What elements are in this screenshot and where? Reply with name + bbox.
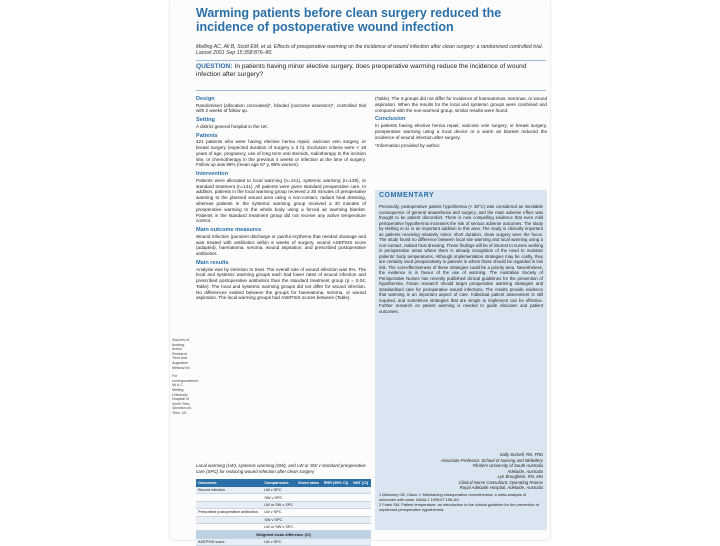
table-cell <box>351 538 371 545</box>
table-cell: SW v SPC <box>262 516 296 523</box>
table-cell <box>296 509 321 516</box>
section-design <box>196 96 366 114</box>
section-conclusion <box>375 116 547 140</box>
section-heading: Main outcome measures <box>196 227 262 234</box>
table-cell <box>351 516 371 523</box>
table-cell: LW v SPC <box>262 487 296 494</box>
section-text: 421 patients who were having elective hernia repair, varicose vein surgery, or breast surgery (expected duration of surgery ≥ 3 h). Exclusion criteria were < 18 years of age, pregnancy, use of long term oral steroids, radiotherapy to the incision site, or chemotherapy in the previous 4 weeks or infection at the time of surgery. Follow up was 99% (mean age 57 y, 98% women). <box>196 139 366 168</box>
section-text: Randomised (allocation concealed)*, blinded (outcome assessor)*, controlled trial with 2 weeks of follow up. <box>196 102 366 114</box>
table-header-row <box>196 479 371 487</box>
references <box>379 492 543 512</box>
commentary-signature <box>441 452 543 491</box>
table-row <box>196 494 371 501</box>
left-column <box>196 96 366 304</box>
correspondence-label: For correspondence: <box>172 374 199 383</box>
table-cell <box>296 494 321 501</box>
table-cell: LW v SPC <box>262 538 296 545</box>
table-cell <box>351 487 371 494</box>
section-text: Wound infection (purulent discharge or painful erythema that needed drainage and was treated with antibiotics within 6 weeks of surgery, wound ASEPSIS score (adapted), haematoma, seroma, wound aspiration, and prescribed postoperative antibiotics. <box>196 233 366 257</box>
reference-item: 2 Frank SM. Patient temperature: an introduction to the clinical guideline for the prevention of unplanned perioperative hypothermia. <box>379 502 540 512</box>
table-cell <box>196 494 262 501</box>
author-place-2: Royal Adelaide Hospital, Adelaide, Australia <box>459 485 543 490</box>
table-cell: Weighted mean difference (CI) <box>196 531 371 538</box>
table-cell: Prescribed postoperative antibiotics <box>196 509 262 516</box>
question-label: QUESTION: <box>196 63 233 70</box>
table-cell: LW or SW v SPC <box>262 523 296 530</box>
table-cell <box>351 501 371 508</box>
section-outcomes <box>196 227 366 257</box>
citation: Melling AC, Ali B, Scott EM, et al. Effects of preoperative warming on the incidence of wound infection after clean surgery: a randomised controlled trial. Lancet 2001 Sep 15;358:876–80. <box>196 44 544 57</box>
table-row <box>196 538 371 545</box>
table-row <box>196 531 371 538</box>
section-results-cont <box>375 96 547 113</box>
section-text: *Information provided by author. <box>375 143 441 149</box>
author-title: Associate Professor, School of Nursing and Midwifery <box>441 457 543 463</box>
table-row <box>196 487 371 494</box>
article-page <box>170 0 550 544</box>
section-results <box>196 260 366 301</box>
table-cell <box>196 523 262 530</box>
table-cell <box>322 487 351 494</box>
section-text: In patients having elective hernia repair, varicose vein surgery, or breast surgery, preoperative warming using a local device or a warm air blanket reduced the incidence of wound infection after surgery. <box>375 122 547 140</box>
reference-item: 1 Mahoney CB, Odom J. Maintaining intraoperative normothermia: a meta-analysis of outcomes with costs. AANA J 1999;67:155–63. <box>379 492 527 502</box>
section-footnote <box>375 143 547 149</box>
section-heading: Main results <box>196 259 229 266</box>
section-heading: Setting <box>196 117 215 124</box>
header-cell: Comparisons <box>262 479 296 487</box>
article-title: Warming patients before clean surgery reduced the incidence of postoperative wound infection <box>196 6 502 34</box>
table-cell: ASEPSIS score <box>196 538 262 545</box>
table-cell <box>322 501 351 508</box>
commentary-text: Previously, postoperative patient hypothermia (< 36°C) was considered an inevitable consequence of general anaesthesia and surgery, and the main adverse effect was thought to be patient discomfort. There is now compelling evidence that even mild perioperative hypothermia increases the risk of serious adverse outcomes. The study by Melling et al. is an important addition to this area. The study is clinically important as patients receiving relatively minor, short duration, clean surgery were the focus. The study found no difference between local site warming and local warming using a non-contact, radiant heat dressing. These findings will be of interest to nurses working in perioperative areas where there is already recognition of the need to maintain patients' body temperatures. Although implementation strategies may be costly, they are certainly used preoperatively in patients in whom those should be regarded in low risk. The cost-effectiveness of these strategies could be a priority area. Nevertheless, the evidence is in favour of the use of warming. The Australian Society of Perioperative Nurses has recently published clinical guidelines for the prevention of hypothermia. Future research should target preoperative warming strategies and standardised care for perioperative wound infections. The results provide evidence that warming is an important aspect of care. Individual patient assessment is still required, and sometimes strategies that are simple to implement can be effective. Further research on patient warming is needed to guide clinicians and patient outcomes. <box>379 204 543 314</box>
header-cell: RRR (95% CI) <box>322 479 351 487</box>
table-cell <box>322 509 351 516</box>
table-cell: LW v SPC <box>262 509 296 516</box>
table-cell <box>296 516 321 523</box>
section-intervention <box>196 171 366 224</box>
section-heading: Conclusion <box>375 116 406 123</box>
table-cell <box>351 509 371 516</box>
table-cell <box>196 516 262 523</box>
results-table <box>196 479 371 546</box>
table-cell <box>196 501 262 508</box>
author-name-2: Lyn Broughton, RN, MN <box>497 474 543 479</box>
right-column <box>375 96 547 152</box>
commentary-box <box>375 190 547 530</box>
table-row <box>196 509 371 516</box>
table-row <box>196 501 371 508</box>
table-body <box>196 487 371 546</box>
divider-top <box>196 60 546 61</box>
table-cell <box>351 523 371 530</box>
section-patients <box>196 133 366 169</box>
funding-text: Action Research Trust and Augustine Medical Inc. <box>172 347 192 370</box>
author-title-2: Clinical Nurse Consultant, Operating Rooms <box>458 479 543 485</box>
table-cell: SW v SPC <box>262 494 296 501</box>
commentary-heading: COMMENTARY <box>379 192 435 199</box>
table-row <box>196 523 371 530</box>
section-text: A district general hospital in the UK. <box>196 123 269 129</box>
funding-label: Sources of funding: <box>172 338 190 347</box>
table-cell <box>322 523 351 530</box>
table-caption: Local warming (LW), systemic warming (SW), and LW or SW v standard preoperative care (SPC) for reducing wound infection after clean surgery <box>196 463 366 474</box>
table-cell <box>322 494 351 501</box>
header-cell: NNT (CI) <box>351 479 371 487</box>
header-cell: Event rates <box>296 479 321 487</box>
table-cell: Wound infection <box>196 487 262 494</box>
table-cell <box>296 501 321 508</box>
section-heading: Design <box>196 96 215 102</box>
author-org: Flinders University of South Australia <box>472 463 543 468</box>
section-text: (Table). The 3 groups did not differ for incidence of haematomas, seromas, or wound aspiration. When the results for the local and systemic groups were combined and compared with the non-warmed group, similar results were found. <box>375 96 547 113</box>
divider-question <box>196 90 546 91</box>
section-text: Analysis was by intention to treat. The overall rate of wound infection was 8%. The local and systemic warming groups each had lower rates of wound infection and prescribed postoperative antibiotics than the standard treatment group (p = 0.04; Table). The local and systemic warming groups did not differ for wound infection. No differences existed between the groups for haematoma, seroma, or wound aspiration. The local warming groups had ASEPSIS scores between (Table). <box>196 266 366 301</box>
author-place: Adelaide, Australia <box>507 468 543 474</box>
table-cell <box>296 538 321 545</box>
table-cell <box>322 538 351 545</box>
author-name: Sally Sorbell, RN, PhD <box>499 452 543 457</box>
correspondence-text: Mr A C Melling, University Hospital of North Tees, Stockton-on-Tees, UK. <box>172 383 193 415</box>
table-cell <box>296 487 321 494</box>
table-cell <box>296 523 321 530</box>
section-text: Patients were allocated to local warming (n=141), systemic warming (n=139), or standard treatment (n=141). All patients were given standard preoperative care. In addition, patients in the local warming group received ≥ 30 minutes of preoperative warming to the planned wound area using a non-contact, radiant heat dressing, whereas patients in the systemic warming group received ≥ 30 minutes of preoperative warming to the whole body using a forced air warming blanket. Patients in the standard treatment group did not receive any active temperature control. <box>196 177 366 224</box>
table-cell: LW or SW v SPC <box>262 501 296 508</box>
header-cell: Outcomes <box>196 479 262 487</box>
section-setting <box>196 117 366 129</box>
table-cell <box>322 516 351 523</box>
section-heading: Intervention <box>196 171 229 178</box>
section-heading: Patients <box>196 132 218 139</box>
clinical-question <box>196 63 546 79</box>
table-row <box>196 516 371 523</box>
funding-sidebar <box>172 338 199 416</box>
question-text: In patients having minor elective surgery, does preoperative warming reduce the incidence of wound infection after surgery? <box>196 63 527 78</box>
table-cell <box>351 494 371 501</box>
